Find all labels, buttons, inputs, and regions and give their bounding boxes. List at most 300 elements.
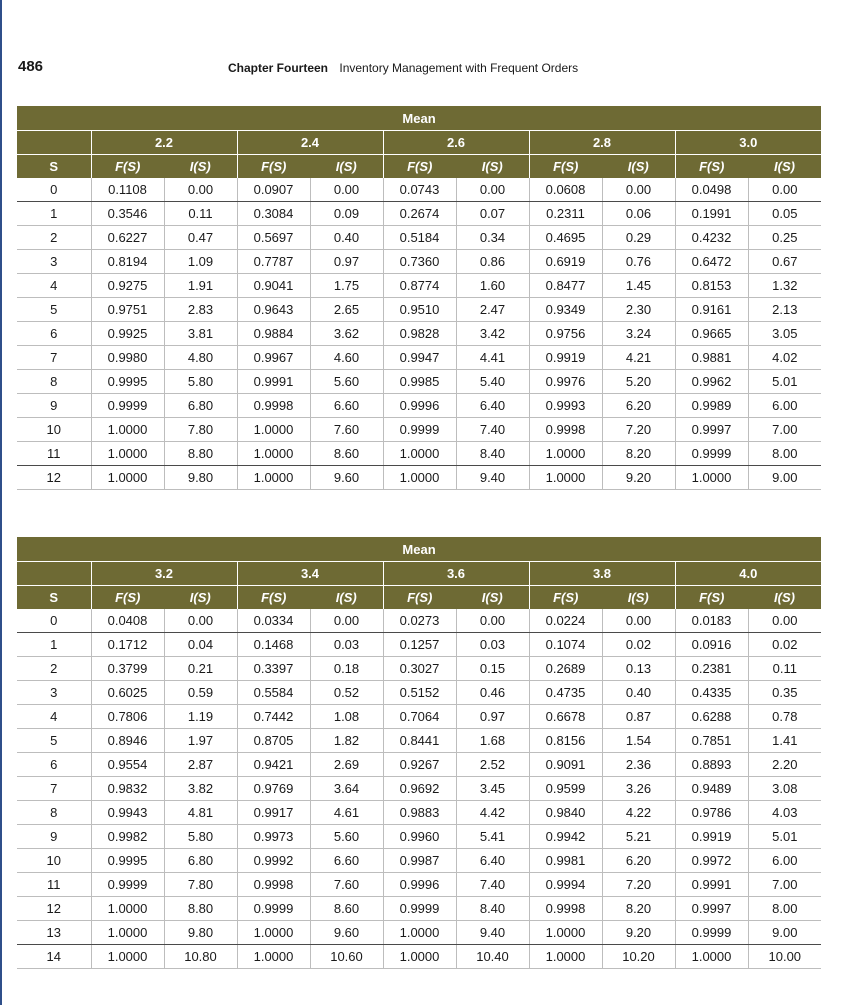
f-value-cell: 0.0334 — [237, 609, 310, 633]
i-value-cell: 0.76 — [602, 250, 675, 274]
f-value-cell: 0.9980 — [91, 346, 164, 370]
table-row — [17, 753, 821, 777]
f-value-cell: 1.0000 — [675, 466, 748, 490]
f-value-cell: 0.5184 — [383, 226, 456, 250]
i-value-cell: 1.32 — [748, 274, 821, 298]
table-row — [17, 801, 821, 825]
f-column-header: F(S) — [675, 586, 748, 610]
i-column-header: I(S) — [602, 586, 675, 610]
i-value-cell: 7.80 — [164, 873, 237, 897]
f-value-cell: 1.0000 — [529, 921, 602, 945]
f-value-cell: 0.7442 — [237, 705, 310, 729]
i-value-cell: 3.62 — [310, 322, 383, 346]
i-value-cell: 0.00 — [602, 178, 675, 202]
i-value-cell: 4.42 — [456, 801, 529, 825]
s-value-cell: 0 — [17, 178, 91, 202]
i-value-cell: 1.97 — [164, 729, 237, 753]
i-value-cell: 7.80 — [164, 418, 237, 442]
table-row — [17, 250, 821, 274]
f-value-cell: 0.1712 — [91, 633, 164, 657]
f-value-cell: 0.9041 — [237, 274, 310, 298]
table-row — [17, 777, 821, 801]
f-value-cell: 0.3546 — [91, 202, 164, 226]
f-value-cell: 0.6678 — [529, 705, 602, 729]
f-value-cell: 0.6025 — [91, 681, 164, 705]
i-value-cell: 6.40 — [456, 849, 529, 873]
i-value-cell: 10.80 — [164, 945, 237, 969]
i-value-cell: 3.64 — [310, 777, 383, 801]
mean-value-header: 3.4 — [237, 562, 383, 586]
s-value-cell: 5 — [17, 729, 91, 753]
i-value-cell: 2.20 — [748, 753, 821, 777]
f-value-cell: 0.0408 — [91, 609, 164, 633]
i-value-cell: 6.00 — [748, 394, 821, 418]
f-value-cell: 0.9985 — [383, 370, 456, 394]
f-value-cell: 0.9421 — [237, 753, 310, 777]
i-column-header: I(S) — [164, 155, 237, 179]
f-value-cell: 0.3397 — [237, 657, 310, 681]
f-column-header: F(S) — [91, 155, 164, 179]
f-value-cell: 0.7851 — [675, 729, 748, 753]
f-value-cell: 0.9981 — [529, 849, 602, 873]
i-value-cell: 1.68 — [456, 729, 529, 753]
i-value-cell: 4.61 — [310, 801, 383, 825]
s-value-cell: 10 — [17, 418, 91, 442]
f-value-cell: 0.9917 — [237, 801, 310, 825]
mean-header-row — [17, 106, 821, 131]
f-value-cell: 0.9997 — [675, 897, 748, 921]
i-column-header: I(S) — [456, 586, 529, 610]
i-column-header: I(S) — [748, 155, 821, 179]
s-value-cell: 11 — [17, 442, 91, 466]
f-value-cell: 0.7806 — [91, 705, 164, 729]
f-value-cell: 0.6288 — [675, 705, 748, 729]
table-row — [17, 873, 821, 897]
table-row — [17, 226, 821, 250]
i-value-cell: 6.40 — [456, 394, 529, 418]
i-value-cell: 4.60 — [310, 346, 383, 370]
i-value-cell: 0.04 — [164, 633, 237, 657]
i-value-cell: 3.82 — [164, 777, 237, 801]
f-value-cell: 0.7787 — [237, 250, 310, 274]
f-value-cell: 0.6919 — [529, 250, 602, 274]
i-value-cell: 1.82 — [310, 729, 383, 753]
s-value-cell: 10 — [17, 849, 91, 873]
f-column-header: F(S) — [237, 155, 310, 179]
i-value-cell: 0.00 — [456, 178, 529, 202]
f-value-cell: 0.9987 — [383, 849, 456, 873]
i-column-header: I(S) — [456, 155, 529, 179]
table-row — [17, 178, 821, 202]
i-value-cell: 0.03 — [456, 633, 529, 657]
i-value-cell: 8.20 — [602, 442, 675, 466]
i-value-cell: 2.30 — [602, 298, 675, 322]
f-value-cell: 0.4695 — [529, 226, 602, 250]
i-value-cell: 0.09 — [310, 202, 383, 226]
i-value-cell: 0.03 — [310, 633, 383, 657]
f-value-cell: 0.9989 — [675, 394, 748, 418]
f-value-cell: 0.9692 — [383, 777, 456, 801]
poisson-table-1 — [17, 106, 821, 490]
i-value-cell: 5.80 — [164, 370, 237, 394]
i-value-cell: 6.20 — [602, 849, 675, 873]
i-column-header: I(S) — [748, 586, 821, 610]
i-value-cell: 0.06 — [602, 202, 675, 226]
f-value-cell: 0.9267 — [383, 753, 456, 777]
f-value-cell: 0.3027 — [383, 657, 456, 681]
i-value-cell: 9.80 — [164, 466, 237, 490]
table-row — [17, 346, 821, 370]
i-value-cell: 6.80 — [164, 394, 237, 418]
s-value-cell: 12 — [17, 466, 91, 490]
f-value-cell: 1.0000 — [675, 945, 748, 969]
f-value-cell: 1.0000 — [383, 442, 456, 466]
f-value-cell: 0.2689 — [529, 657, 602, 681]
f-value-cell: 0.9973 — [237, 825, 310, 849]
f-column-header: F(S) — [529, 155, 602, 179]
f-value-cell: 0.3084 — [237, 202, 310, 226]
f-column-header: F(S) — [91, 586, 164, 610]
f-value-cell: 0.9999 — [383, 897, 456, 921]
table-row — [17, 633, 821, 657]
f-value-cell: 0.9992 — [237, 849, 310, 873]
i-column-header: I(S) — [310, 586, 383, 610]
i-value-cell: 2.87 — [164, 753, 237, 777]
i-column-header: I(S) — [310, 155, 383, 179]
table-row — [17, 945, 821, 969]
f-value-cell: 1.0000 — [383, 466, 456, 490]
f-value-cell: 0.1108 — [91, 178, 164, 202]
f-value-cell: 0.9489 — [675, 777, 748, 801]
i-value-cell: 0.67 — [748, 250, 821, 274]
f-value-cell: 0.9995 — [91, 849, 164, 873]
mean-value-header: 3.8 — [529, 562, 675, 586]
f-value-cell: 0.5152 — [383, 681, 456, 705]
i-value-cell: 7.20 — [602, 873, 675, 897]
f-value-cell: 0.9756 — [529, 322, 602, 346]
i-value-cell: 2.83 — [164, 298, 237, 322]
f-value-cell: 1.0000 — [237, 945, 310, 969]
i-value-cell: 4.22 — [602, 801, 675, 825]
f-value-cell: 0.9998 — [237, 873, 310, 897]
i-value-cell: 8.00 — [748, 897, 821, 921]
i-value-cell: 0.78 — [748, 705, 821, 729]
f-value-cell: 0.9943 — [91, 801, 164, 825]
f-value-cell: 0.8153 — [675, 274, 748, 298]
f-value-cell: 0.9840 — [529, 801, 602, 825]
i-value-cell: 0.40 — [602, 681, 675, 705]
i-value-cell: 0.05 — [748, 202, 821, 226]
f-value-cell: 1.0000 — [529, 945, 602, 969]
f-value-cell: 1.0000 — [529, 442, 602, 466]
i-value-cell: 1.08 — [310, 705, 383, 729]
f-value-cell: 0.9275 — [91, 274, 164, 298]
f-value-cell: 0.8705 — [237, 729, 310, 753]
i-value-cell: 0.11 — [748, 657, 821, 681]
table-row — [17, 322, 821, 346]
i-value-cell: 5.41 — [456, 825, 529, 849]
i-value-cell: 8.40 — [456, 442, 529, 466]
table-row — [17, 921, 821, 945]
i-value-cell: 0.00 — [748, 609, 821, 633]
i-value-cell: 3.24 — [602, 322, 675, 346]
i-value-cell: 9.20 — [602, 921, 675, 945]
f-value-cell: 0.9554 — [91, 753, 164, 777]
i-value-cell: 6.60 — [310, 849, 383, 873]
f-value-cell: 0.8893 — [675, 753, 748, 777]
i-column-header: I(S) — [164, 586, 237, 610]
i-value-cell: 9.20 — [602, 466, 675, 490]
f-value-cell: 1.0000 — [383, 945, 456, 969]
table-row — [17, 418, 821, 442]
s-value-cell: 11 — [17, 873, 91, 897]
f-value-cell: 0.1257 — [383, 633, 456, 657]
f-value-cell: 0.9999 — [91, 394, 164, 418]
i-value-cell: 0.29 — [602, 226, 675, 250]
f-value-cell: 0.9994 — [529, 873, 602, 897]
f-value-cell: 0.9786 — [675, 801, 748, 825]
f-value-cell: 0.9996 — [383, 394, 456, 418]
s-column-header: S — [17, 586, 91, 610]
f-value-cell: 0.9942 — [529, 825, 602, 849]
i-value-cell: 8.40 — [456, 897, 529, 921]
f-value-cell: 0.9962 — [675, 370, 748, 394]
f-value-cell: 0.0916 — [675, 633, 748, 657]
s-value-cell: 2 — [17, 657, 91, 681]
f-value-cell: 0.9999 — [237, 897, 310, 921]
f-value-cell: 0.0224 — [529, 609, 602, 633]
i-value-cell: 8.80 — [164, 897, 237, 921]
i-value-cell: 4.21 — [602, 346, 675, 370]
f-value-cell: 1.0000 — [91, 897, 164, 921]
f-value-cell: 0.9991 — [237, 370, 310, 394]
mean-value-header: 3.6 — [383, 562, 529, 586]
f-column-header: F(S) — [383, 586, 456, 610]
f-value-cell: 1.0000 — [91, 418, 164, 442]
f-value-cell: 0.9643 — [237, 298, 310, 322]
i-value-cell: 8.20 — [602, 897, 675, 921]
table-row — [17, 681, 821, 705]
mean-label: Mean — [17, 537, 821, 562]
s-value-cell: 7 — [17, 777, 91, 801]
f-value-cell: 0.1468 — [237, 633, 310, 657]
i-value-cell: 4.03 — [748, 801, 821, 825]
s-value-cell: 9 — [17, 394, 91, 418]
i-value-cell: 5.01 — [748, 370, 821, 394]
i-value-cell: 6.80 — [164, 849, 237, 873]
f-value-cell: 0.4335 — [675, 681, 748, 705]
f-value-cell: 1.0000 — [91, 442, 164, 466]
f-value-cell: 1.0000 — [237, 466, 310, 490]
mean-value-header: 4.0 — [675, 562, 821, 586]
f-value-cell: 0.9091 — [529, 753, 602, 777]
i-value-cell: 0.21 — [164, 657, 237, 681]
i-value-cell: 0.00 — [310, 178, 383, 202]
f-value-cell: 0.9996 — [383, 873, 456, 897]
i-value-cell: 7.00 — [748, 873, 821, 897]
f-value-cell: 0.9976 — [529, 370, 602, 394]
f-value-cell: 0.0498 — [675, 178, 748, 202]
page-edge-line — [0, 0, 2, 1005]
f-value-cell: 0.0907 — [237, 178, 310, 202]
f-value-cell: 0.9998 — [529, 418, 602, 442]
s-value-cell: 0 — [17, 609, 91, 633]
column-header-row — [17, 155, 821, 179]
table-row — [17, 202, 821, 226]
i-value-cell: 0.40 — [310, 226, 383, 250]
f-value-cell: 1.0000 — [529, 466, 602, 490]
f-value-cell: 0.9925 — [91, 322, 164, 346]
column-header-row — [17, 586, 821, 610]
i-value-cell: 9.40 — [456, 466, 529, 490]
f-column-header: F(S) — [529, 586, 602, 610]
i-value-cell: 10.20 — [602, 945, 675, 969]
f-value-cell: 1.0000 — [237, 418, 310, 442]
i-value-cell: 2.13 — [748, 298, 821, 322]
i-value-cell: 9.40 — [456, 921, 529, 945]
f-value-cell: 1.0000 — [91, 921, 164, 945]
f-value-cell: 0.7360 — [383, 250, 456, 274]
page-number: 486 — [18, 58, 44, 75]
f-value-cell: 0.9828 — [383, 322, 456, 346]
f-value-cell: 0.9599 — [529, 777, 602, 801]
f-value-cell: 0.8156 — [529, 729, 602, 753]
table-row — [17, 897, 821, 921]
i-value-cell: 5.60 — [310, 825, 383, 849]
i-value-cell: 2.69 — [310, 753, 383, 777]
s-value-cell: 12 — [17, 897, 91, 921]
s-value-cell: 6 — [17, 322, 91, 346]
i-value-cell: 0.13 — [602, 657, 675, 681]
i-value-cell: 0.11 — [164, 202, 237, 226]
i-value-cell: 3.81 — [164, 322, 237, 346]
i-value-cell: 4.41 — [456, 346, 529, 370]
i-value-cell: 6.60 — [310, 394, 383, 418]
f-value-cell: 0.8774 — [383, 274, 456, 298]
f-value-cell: 0.0273 — [383, 609, 456, 633]
f-column-header: F(S) — [383, 155, 456, 179]
i-value-cell: 4.80 — [164, 346, 237, 370]
f-value-cell: 0.9993 — [529, 394, 602, 418]
i-value-cell: 7.40 — [456, 418, 529, 442]
i-value-cell: 0.02 — [748, 633, 821, 657]
table-row — [17, 298, 821, 322]
s-value-cell: 4 — [17, 705, 91, 729]
f-value-cell: 0.0183 — [675, 609, 748, 633]
s-value-cell: 5 — [17, 298, 91, 322]
i-value-cell: 0.97 — [456, 705, 529, 729]
i-value-cell: 0.00 — [310, 609, 383, 633]
i-value-cell: 0.00 — [748, 178, 821, 202]
f-value-cell: 0.1991 — [675, 202, 748, 226]
i-value-cell: 7.60 — [310, 873, 383, 897]
i-value-cell: 5.80 — [164, 825, 237, 849]
f-value-cell: 0.2381 — [675, 657, 748, 681]
f-value-cell: 0.9832 — [91, 777, 164, 801]
i-value-cell: 2.52 — [456, 753, 529, 777]
f-value-cell: 0.4735 — [529, 681, 602, 705]
f-value-cell: 0.3799 — [91, 657, 164, 681]
s-value-cell: 14 — [17, 945, 91, 969]
s-value-cell: 1 — [17, 202, 91, 226]
mean-value-header: 3.2 — [91, 562, 237, 586]
f-value-cell: 0.9510 — [383, 298, 456, 322]
i-value-cell: 9.00 — [748, 921, 821, 945]
i-value-cell: 9.60 — [310, 921, 383, 945]
s-value-cell: 6 — [17, 753, 91, 777]
f-value-cell: 0.9947 — [383, 346, 456, 370]
i-value-cell: 4.02 — [748, 346, 821, 370]
i-value-cell: 0.59 — [164, 681, 237, 705]
i-value-cell: 1.41 — [748, 729, 821, 753]
i-value-cell: 0.02 — [602, 633, 675, 657]
i-value-cell: 2.65 — [310, 298, 383, 322]
f-value-cell: 0.0608 — [529, 178, 602, 202]
f-value-cell: 1.0000 — [237, 442, 310, 466]
i-value-cell: 4.81 — [164, 801, 237, 825]
i-value-cell: 0.52 — [310, 681, 383, 705]
table-row — [17, 729, 821, 753]
mean-value-header: 2.8 — [529, 131, 675, 155]
i-value-cell: 10.60 — [310, 945, 383, 969]
blank-header — [17, 562, 91, 586]
mean-value-header: 3.0 — [675, 131, 821, 155]
f-value-cell: 0.8194 — [91, 250, 164, 274]
f-value-cell: 0.9960 — [383, 825, 456, 849]
f-value-cell: 0.9995 — [91, 370, 164, 394]
blank-header — [17, 131, 91, 155]
f-value-cell: 0.9881 — [675, 346, 748, 370]
s-value-cell: 2 — [17, 226, 91, 250]
f-value-cell: 0.9919 — [675, 825, 748, 849]
i-value-cell: 0.87 — [602, 705, 675, 729]
f-value-cell: 0.6227 — [91, 226, 164, 250]
f-value-cell: 0.1074 — [529, 633, 602, 657]
i-value-cell: 0.18 — [310, 657, 383, 681]
f-value-cell: 0.9665 — [675, 322, 748, 346]
i-value-cell: 8.60 — [310, 442, 383, 466]
table-row — [17, 849, 821, 873]
chapter-title: Inventory Management with Frequent Orders — [339, 61, 579, 75]
i-value-cell: 5.40 — [456, 370, 529, 394]
i-value-cell: 3.45 — [456, 777, 529, 801]
i-value-cell: 1.91 — [164, 274, 237, 298]
f-value-cell: 0.9999 — [91, 873, 164, 897]
f-value-cell: 0.8441 — [383, 729, 456, 753]
i-value-cell: 7.40 — [456, 873, 529, 897]
table-row — [17, 394, 821, 418]
i-value-cell: 1.60 — [456, 274, 529, 298]
table-row — [17, 370, 821, 394]
i-value-cell: 10.40 — [456, 945, 529, 969]
table-row — [17, 466, 821, 490]
i-value-cell: 1.54 — [602, 729, 675, 753]
f-value-cell: 0.8946 — [91, 729, 164, 753]
poisson-table-2 — [17, 537, 821, 969]
i-value-cell: 0.34 — [456, 226, 529, 250]
f-value-cell: 0.8477 — [529, 274, 602, 298]
i-value-cell: 0.00 — [164, 178, 237, 202]
f-value-cell: 0.7064 — [383, 705, 456, 729]
i-column-header: I(S) — [602, 155, 675, 179]
i-value-cell: 0.47 — [164, 226, 237, 250]
mean-header-row — [17, 537, 821, 562]
i-value-cell: 7.00 — [748, 418, 821, 442]
f-value-cell: 1.0000 — [91, 466, 164, 490]
f-value-cell: 0.9883 — [383, 801, 456, 825]
running-head — [228, 61, 578, 75]
mean-value-header: 2.4 — [237, 131, 383, 155]
